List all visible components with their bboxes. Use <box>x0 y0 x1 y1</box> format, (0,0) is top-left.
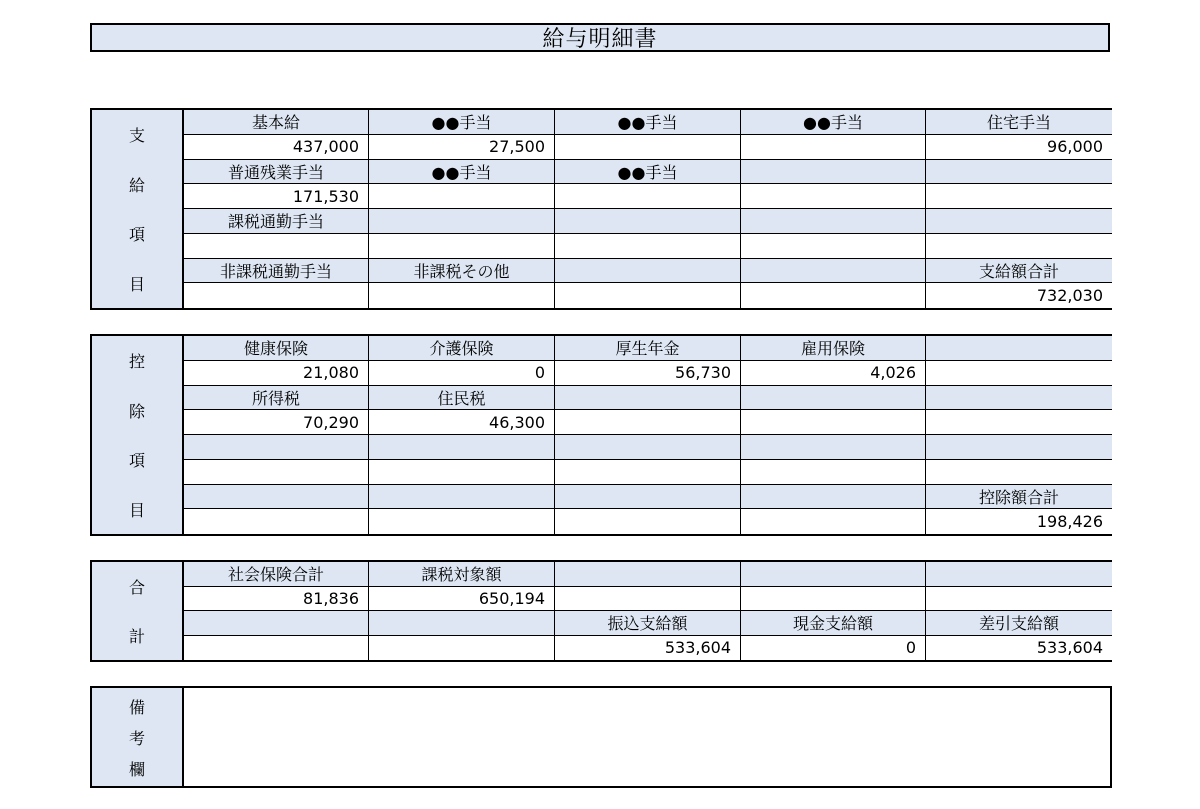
item-label-cell <box>926 386 1112 411</box>
item-label-cell <box>741 562 926 587</box>
label-row <box>184 259 1112 284</box>
amount-cell <box>184 283 369 308</box>
item-label-cell <box>926 435 1112 460</box>
amount-cell <box>926 410 1112 435</box>
item-label-cell <box>555 209 741 234</box>
amount-cell <box>369 460 555 485</box>
item-label-cell: 現金支給額 <box>741 611 926 636</box>
amount-cell <box>926 460 1112 485</box>
amount-cell: 533,604 <box>926 636 1112 661</box>
amount-cell <box>555 234 741 259</box>
item-label-cell <box>926 160 1112 185</box>
amount-cell <box>926 587 1112 612</box>
item-label-cell: 非課税その他 <box>369 259 555 284</box>
item-label-cell: 住民税 <box>369 386 555 411</box>
side-label-char: 合 <box>128 578 145 597</box>
label-row <box>184 386 1112 411</box>
amount-cell <box>741 135 926 160</box>
value-row <box>184 636 1112 661</box>
amount-cell <box>555 460 741 485</box>
amount-cell: 4,026 <box>741 361 926 386</box>
payment-items-grid <box>184 110 1112 308</box>
deduction-items-section <box>90 334 1112 536</box>
item-label-cell <box>184 611 369 636</box>
item-label-cell <box>741 259 926 284</box>
item-label-cell <box>926 209 1112 234</box>
value-row <box>184 135 1112 160</box>
item-label-cell <box>369 435 555 460</box>
amount-cell <box>741 184 926 209</box>
item-label-cell <box>555 386 741 411</box>
amount-cell <box>741 283 926 308</box>
amount-cell <box>369 184 555 209</box>
item-label-cell: 介護保険 <box>369 336 555 361</box>
item-label-cell: 基本給 <box>184 110 369 135</box>
label-row <box>184 209 1112 234</box>
amount-cell <box>555 410 741 435</box>
section-side-label <box>92 110 184 308</box>
amount-cell: 46,300 <box>369 410 555 435</box>
amount-cell: 96,000 <box>926 135 1112 160</box>
label-row <box>184 160 1112 185</box>
item-label-cell: 雇用保険 <box>741 336 926 361</box>
amount-cell <box>369 509 555 534</box>
amount-cell <box>926 184 1112 209</box>
remarks-field[interactable] <box>184 688 1110 786</box>
amount-cell <box>555 509 741 534</box>
document-title: 給与明細書 <box>90 23 1110 52</box>
side-label-char: 目 <box>128 500 145 520</box>
amount-cell <box>555 184 741 209</box>
item-label-cell: ●●手当 <box>369 110 555 135</box>
label-row <box>184 611 1112 636</box>
label-row <box>184 336 1112 361</box>
item-label-cell <box>555 562 741 587</box>
value-row <box>184 587 1112 612</box>
amount-cell <box>369 234 555 259</box>
amount-cell <box>741 460 926 485</box>
item-label-cell: 住宅手当 <box>926 110 1112 135</box>
side-label-char: 欄 <box>128 759 145 779</box>
item-label-cell: 厚生年金 <box>555 336 741 361</box>
item-label-cell: 健康保険 <box>184 336 369 361</box>
item-label-cell <box>741 485 926 510</box>
value-row <box>184 410 1112 435</box>
side-label-char: 目 <box>128 274 145 294</box>
section-side-label <box>92 336 184 534</box>
side-label-char: 支 <box>128 126 145 146</box>
side-label-char: 除 <box>128 401 145 421</box>
amount-cell: 533,604 <box>555 636 741 661</box>
amount-cell: 732,030 <box>926 283 1112 308</box>
item-label-cell <box>369 209 555 234</box>
item-label-cell: 非課税通勤手当 <box>184 259 369 284</box>
item-label-cell: ●●手当 <box>369 160 555 185</box>
amount-cell: 70,290 <box>184 410 369 435</box>
side-label-char: 計 <box>128 627 145 646</box>
amount-cell: 21,080 <box>184 361 369 386</box>
item-label-cell <box>555 485 741 510</box>
amount-cell <box>741 410 926 435</box>
amount-cell <box>741 509 926 534</box>
item-label-cell <box>184 435 369 460</box>
item-label-cell <box>926 336 1112 361</box>
value-row <box>184 283 1112 308</box>
side-label-char: 控 <box>128 352 145 372</box>
totals-section <box>90 560 1112 662</box>
item-label-cell <box>741 160 926 185</box>
item-label-cell: 振込支給額 <box>555 611 741 636</box>
item-label-cell: 支給額合計 <box>926 259 1112 284</box>
side-label-char: 項 <box>128 451 145 471</box>
label-row <box>184 110 1112 135</box>
item-label-cell: ●●手当 <box>555 160 741 185</box>
item-label-cell <box>369 611 555 636</box>
item-label-cell: ●●手当 <box>555 110 741 135</box>
amount-cell <box>184 509 369 534</box>
totals-grid <box>184 562 1112 660</box>
amount-cell <box>369 283 555 308</box>
item-label-cell: 普通残業手当 <box>184 160 369 185</box>
amount-cell <box>926 234 1112 259</box>
amount-cell <box>926 361 1112 386</box>
item-label-cell: 所得税 <box>184 386 369 411</box>
amount-cell <box>555 587 741 612</box>
side-label-char: 考 <box>128 728 145 748</box>
value-row <box>184 234 1112 259</box>
label-row <box>184 562 1112 587</box>
item-label-cell <box>926 562 1112 587</box>
amount-cell: 0 <box>369 361 555 386</box>
amount-cell: 198,426 <box>926 509 1112 534</box>
section-side-label <box>92 688 184 786</box>
item-label-cell: 課税対象額 <box>369 562 555 587</box>
amount-cell: 56,730 <box>555 361 741 386</box>
amount-cell <box>741 587 926 612</box>
value-row <box>184 509 1112 534</box>
amount-cell <box>184 234 369 259</box>
item-label-cell: 社会保険合計 <box>184 562 369 587</box>
side-label-char: 項 <box>128 225 145 245</box>
remarks-section <box>90 686 1112 788</box>
value-row <box>184 361 1112 386</box>
amount-cell: 171,530 <box>184 184 369 209</box>
amount-cell <box>369 636 555 661</box>
label-row <box>184 435 1112 460</box>
amount-cell <box>555 135 741 160</box>
section-side-label <box>92 562 184 660</box>
amount-cell: 437,000 <box>184 135 369 160</box>
amount-cell <box>184 636 369 661</box>
item-label-cell: ●●手当 <box>741 110 926 135</box>
side-label-char: 備 <box>128 697 145 717</box>
amount-cell: 0 <box>741 636 926 661</box>
value-row <box>184 460 1112 485</box>
amount-cell <box>555 283 741 308</box>
amount-cell: 650,194 <box>369 587 555 612</box>
item-label-cell: 課税通勤手当 <box>184 209 369 234</box>
item-label-cell <box>555 259 741 284</box>
item-label-cell <box>184 485 369 510</box>
item-label-cell: 差引支給額 <box>926 611 1112 636</box>
deduction-items-grid <box>184 336 1112 534</box>
amount-cell: 81,836 <box>184 587 369 612</box>
amount-cell: 27,500 <box>369 135 555 160</box>
value-row <box>184 184 1112 209</box>
item-label-cell <box>741 435 926 460</box>
item-label-cell <box>741 386 926 411</box>
item-label-cell <box>741 209 926 234</box>
item-label-cell: 控除額合計 <box>926 485 1112 510</box>
item-label-cell <box>555 435 741 460</box>
amount-cell <box>741 234 926 259</box>
side-label-char: 給 <box>128 175 145 195</box>
item-label-cell <box>369 485 555 510</box>
payment-items-section <box>90 108 1112 310</box>
amount-cell <box>184 460 369 485</box>
label-row <box>184 485 1112 510</box>
